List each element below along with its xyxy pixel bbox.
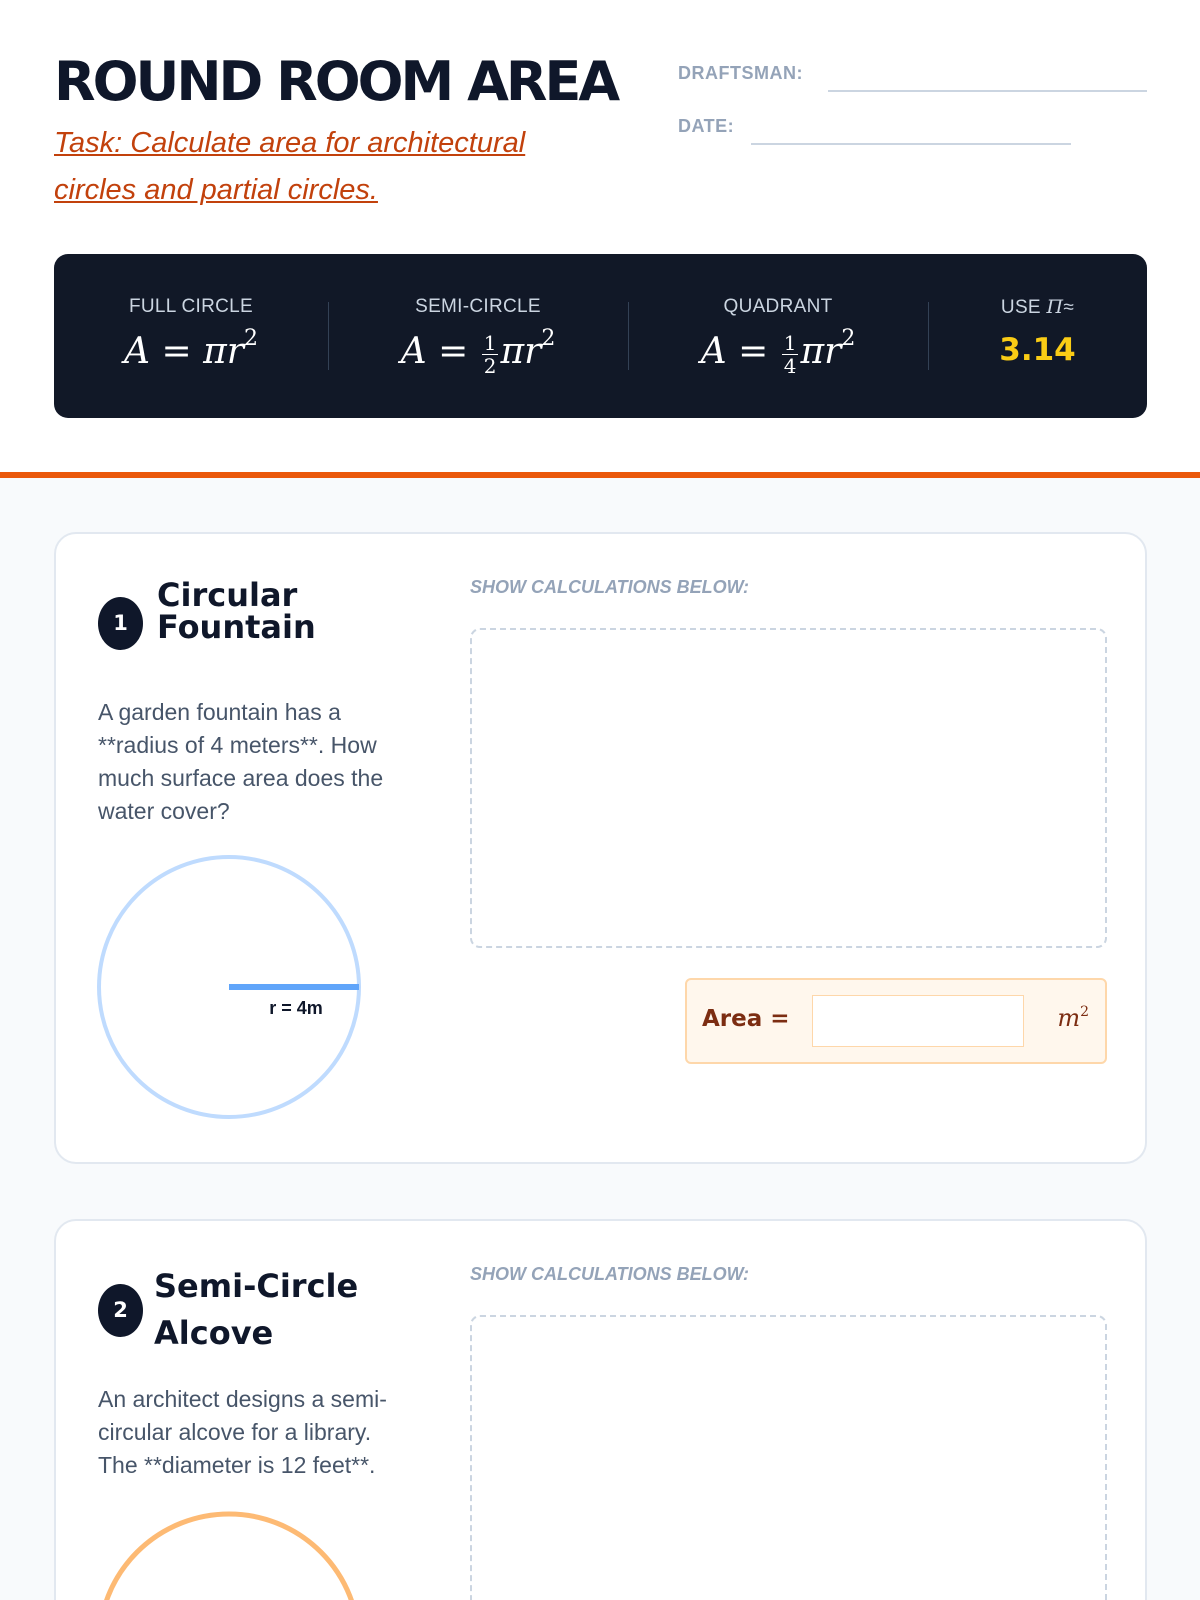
- semi-circle-diagram: [96, 1509, 366, 1600]
- problem-card-1: [54, 532, 1147, 1164]
- alcove-arc: [99, 1514, 359, 1600]
- formula-full-circle: [54, 254, 328, 418]
- calculations-label: SHOW CALCULATIONS BELOW:: [470, 577, 749, 597]
- formula-semi-circle: [328, 254, 628, 418]
- problem-number-badge: 2: [98, 1284, 143, 1337]
- draftsman-field[interactable]: [828, 90, 1147, 92]
- pi-label: USE Π≈: [1000, 296, 1075, 318]
- draftsman-label: DRAFTSMAN:: [678, 63, 803, 83]
- formula-reference-bar: [54, 254, 1147, 418]
- problem-title: Circular Fountain: [157, 576, 316, 646]
- formula-label: QUADRANT: [723, 296, 833, 317]
- problem-description: A garden fountain has a **radius of 4 meters**. How much surface area does the water cover?: [98, 699, 384, 824]
- formula-label: SEMI-CIRCLE: [415, 296, 541, 317]
- formula-expression: $A = \pi r^2$: [124, 326, 258, 372]
- pi-approximation: [928, 254, 1147, 418]
- radius-label: r = 4m: [269, 998, 323, 1018]
- area-answer-input[interactable]: [812, 995, 1024, 1047]
- formula-expression: A = $\frac{1}{2}$ $\pi r^2$: [400, 326, 556, 378]
- circle-diagram: [96, 854, 366, 1124]
- calculations-label: SHOW CALCULATIONS BELOW:: [470, 1264, 749, 1284]
- date-field[interactable]: [751, 143, 1071, 145]
- problem-description: An architect designs a semi- circular alcove for a library. The **diameter is 12 feet**.: [98, 1386, 387, 1478]
- problem-number-badge: 1: [98, 597, 143, 650]
- worksheet-header: [0, 0, 1200, 474]
- formula-expression: A = $\frac{1}{4}$ $\pi r^2$: [700, 326, 856, 378]
- formula-quadrant: [628, 254, 928, 418]
- answer-label: Area =: [702, 1006, 790, 1032]
- problem-title: Semi-Circle Alcove: [154, 1267, 359, 1352]
- date-label: DATE:: [678, 116, 735, 136]
- answer-unit: $m^2$: [1057, 1004, 1089, 1032]
- page-title: ROUND ROOM AREA: [54, 50, 618, 113]
- calculation-workspace[interactable]: [470, 628, 1107, 948]
- problem-card-2: [54, 1219, 1147, 1600]
- formula-label: FULL CIRCLE: [128, 296, 254, 317]
- answer-box: [685, 978, 1107, 1064]
- task-description: Task: Calculate area for architectural circles and partial circles.: [54, 127, 526, 206]
- pi-value: 3.14: [999, 332, 1076, 368]
- calculation-workspace[interactable]: [470, 1315, 1107, 1600]
